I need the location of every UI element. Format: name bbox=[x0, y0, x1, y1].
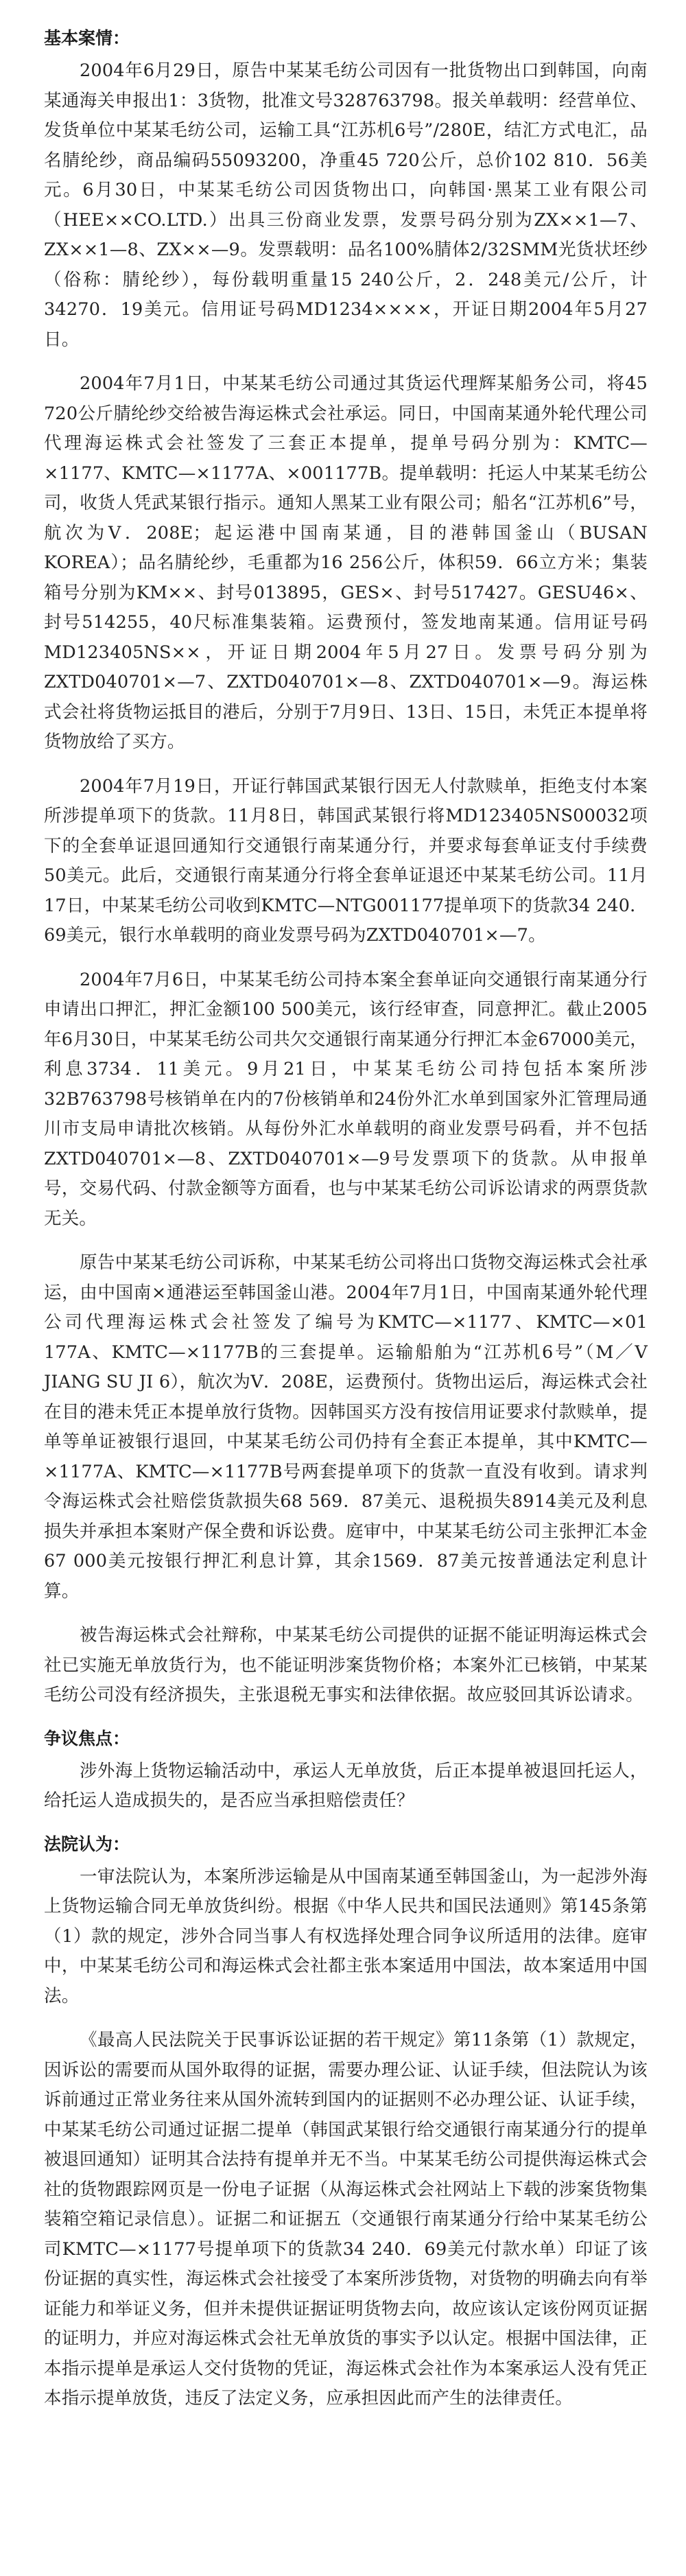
paragraph: 原告中某某毛纺公司诉称，中某某毛纺公司将出口货物交海运株式会社承运，由中国南×通港运至韩国釜山港。2004年7月1日，中国南某通外轮代理公司代理海运株式会社签发了编号为KMTC—×1177、KMTC—×01 177A、KMTC—×1177B的三套提单。运输船舶为“江苏机6号”（M／V JIANG SU JI 6），航次为V．208E，运费预付。货物出运后，海运株式会社在目的港未凭正本提单放行货物。因韩国买方没有按信用证要求付款赎单，提单等单证被银行退回，中某某毛纺公司仍持有全套正本提单，其中KMTC—×1177A、KMTC—×1177B号两套提单项下的货款一直没有收到。请求判令海运株式会社赔偿货款损失68 569．87美元、退税损失8914美元及利息损失并承担本案财产保全费和诉讼费。庭审中，中某某毛纺公司主张押汇本金67 000美元按银行押汇利息计算，其余1569．87美元按普通法定利息计算。 bbox=[44, 1252, 648, 1602]
section-heading: 争议焦点： bbox=[44, 1728, 130, 1748]
paragraph: 《最高人民法院关于民事诉讼证据的若干规定》第11条第（1）款规定，因诉讼的需要而从国外取得的证据，需要办理公证、认证手续，但法院认为该诉前通过正常业务往来从国外流转到国内的证据则不必办理公证、认证手续，中某某毛纺公司通过证据二提单（韩国武某银行给交通银行南某通分行的提单被退回通知）证明其合法持有提单并无不当。中某某毛纺公司提供海运株式会社的货物跟踪网页是一份电子证据（从海运株式会社网站上下载的涉案货物集装箱空箱记录信息）。证据二和证据五（交通银行南某通分行给中某某毛纺公司KMTC—×1177号提单项下的货款34 240．69美元付款水单）印证了该份证据的真实性，海运株式会社接受了本案所涉货物，对货物的明确去向有举证能力和举证义务，但并未提供证据证明货物去向，故应该认定该份网页证据的证明力，并应对海运株式会社无单放货的事实予以认定。根据中国法律，正本指示提单是承运人交付货物的凭证，海运株式会社作为本案承运人没有凭正本指示提单放货，违反了法定义务，应承担因此而产生的法律责任。 bbox=[44, 2030, 648, 2409]
paragraph: 2004年7月6日，中某某毛纺公司持本案全套单证向交通银行南某通分行申请出口押汇，押汇金额100 500美元，该行经审查，同意押汇。截止2005年6月30日，中某某毛纺公司共欠交通银行南某通分行押汇本金67000美元，利息3734．11美元。9月21日，中某某毛纺公司持包括本案所涉32B763798号核销单在内的7份核销单和24份外汇水单到国家外汇管理局通川市支局申请批次核销。从每份外汇水单载明的商业发票号码看，并不包括ZXTD040701×—8、ZXTD040701×—9号发票项下的货款。从申报单号，交易代码、付款金额等方面看，也与中某某毛纺公司诉讼请求的两票货款无关。 bbox=[44, 969, 648, 1229]
paragraph: 一审法院认为，本案所涉运输是从中国南某通至韩国釜山，为一起涉外海上货物运输合同无单放货纠纷。根据《中华人民共和国民法通则》第145条第（1）款的规定，涉外合同当事人有权选择处理合同争议所适用的法律。庭审中，中某某毛纺公司和海运株式会社都主张本案适用中国法，故本案适用中国法。 bbox=[44, 1866, 648, 2006]
paragraph: 被告海运株式会社辩称，中某某毛纺公司提供的证据不能证明海运株式会社已实施无单放货行为，也不能证明涉案货物价格；本案外汇已核销，中某某毛纺公司没有经济损失，主张退税无事实和法律依据。故应驳回其诉讼请求。 bbox=[44, 1625, 648, 1705]
section-court-opinion bbox=[44, 1831, 648, 2414]
section-heading: 法院认为： bbox=[44, 1834, 130, 1854]
paragraph: 2004年7月1日，中某某毛纺公司通过其货运代理辉某船务公司，将45 720公斤腈纶纱交给被告海运株式会社承运。同日，中国南某通外轮代理公司代理海运株式会社签发了三套正本提单，提单号码分别为：KMTC—×1177、KMTC—×1177A、×001177B。提单载明：托运人中某某毛纺公司，收货人凭武某银行指示。通知人黑某工业有限公司；船名“江苏机6”号，航次为V．208E；起运港中国南某通，目的港韩国釜山（BUSAN KOREA）；品名腈纶纱，毛重都为16 256公斤，体积59．66立方米；集装箱号分别为KM××、封号013895，GES×、封号517427。GESU46×、封号514255，40尺标准集装箱。运费预付，签发地南某通。信用证号码MD123405NS××，开证日期2004年5月27日。发票号码分别为ZXTD040701×—7、ZXTD040701×—8、ZXTD040701×—9。海运株式会社将货物运抵目的港后，分别于7月9日、13日、15日，未凭正本提单将货物放给了买方。 bbox=[44, 373, 648, 752]
paragraph: 2004年7月19日，开证行韩国武某银行因无人付款赎单，拒绝支付本案所涉提单项下的货款。11月8日，韩国武某银行将MD123405NS00032项下的全套单证退回通知行交通银行南某通分行，并要求每套单证支付手续费50美元。此后，交通银行南某通分行将全套单证退还中某某毛纺公司。11月17日，中某某毛纺公司收到KMTC—NTG001177提单项下的货款34 240．69美元，银行水单载明的商业发票号码为ZXTD040701×—7。 bbox=[44, 775, 648, 946]
section-basic-facts bbox=[44, 25, 648, 1711]
paragraph: 涉外海上货物运输活动中，承运人无单放货，后正本提单被退回托运人，给托运人造成损失的，是否应当承担赔偿责任？ bbox=[44, 1760, 648, 1811]
paragraph: 2004年6月29日，原告中某某毛纺公司因有一批货物出口到韩国，向南某通海关申报出1：3货物，批准文号328763798。报关单载明：经营单位、发货单位中某某毛纺公司，运输工具“江苏机6号”/280E，结汇方式电汇，品名腈纶纱，商品编码55093200，净重45 720公斤，总价102 810．56美元。6月30日，中某某毛纺公司因货物出口，向韩国·黑某工业有限公司（HEE××CO.LTD.）出具三份商业发票，发票号码分别为ZX××1—7、ZX××1—8、ZX××—9。发票载明：品名100%腈体2/32SMM光货状坯纱（俗称：腈纶纱），每份载明重量15 240公斤，2．248美元/公斤，计34270．19美元。信用证号码MD1234××××，开证日期2004年5月27日。 bbox=[44, 60, 648, 350]
section-heading: 基本案情： bbox=[44, 28, 130, 48]
section-dispute-focus bbox=[44, 1725, 648, 1816]
